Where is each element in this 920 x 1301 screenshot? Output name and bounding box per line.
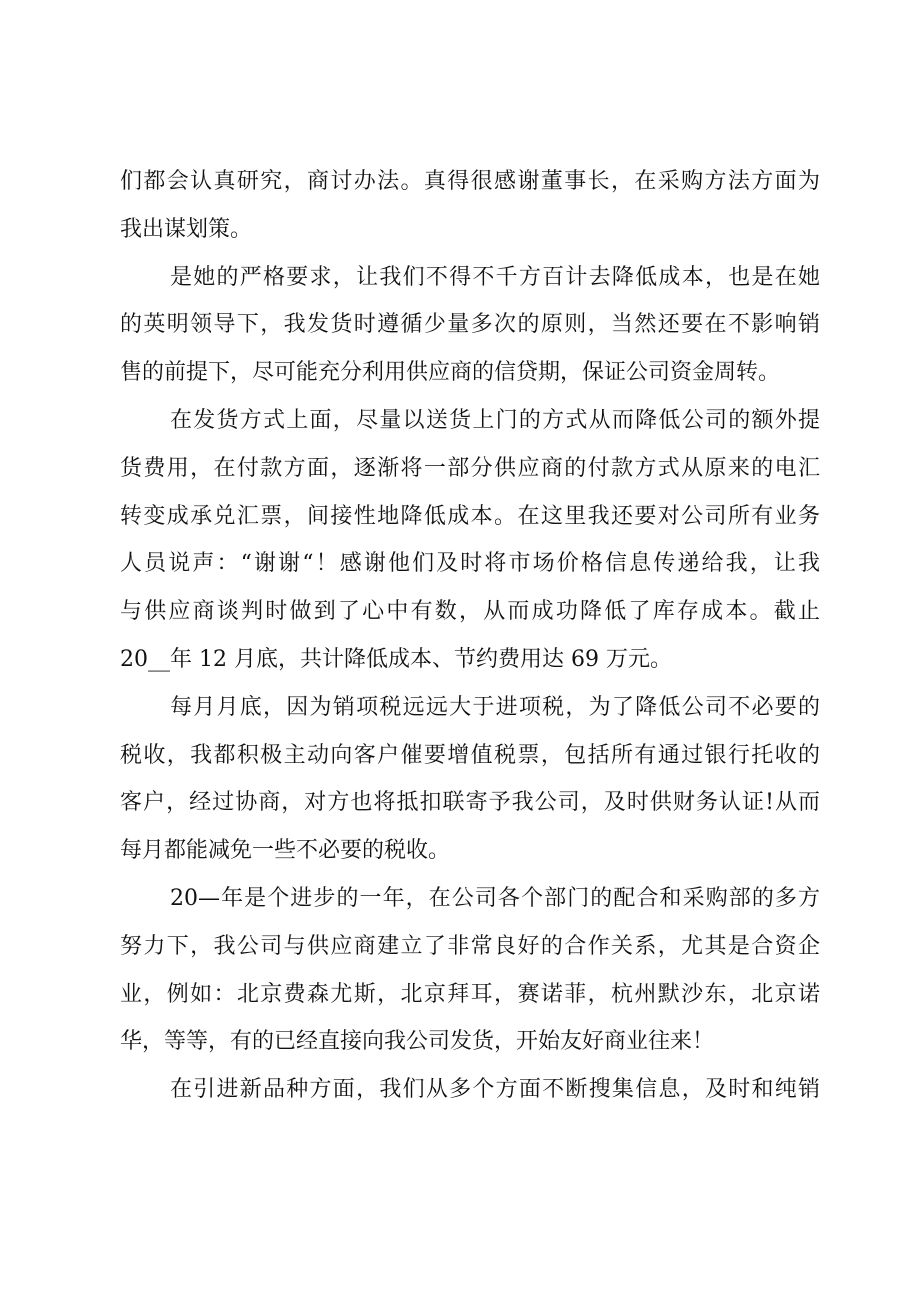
text-line: 人员说声：“谢谢“！感谢他们及时将市场价格信息传递给我，让我: [120, 551, 820, 577]
text-line: 货费用，在付款方面，逐渐将一部分供应商的付款方式从原来的电汇: [120, 455, 820, 481]
text-line: 们都会认真研究，商讨办法。真得很感谢董事长，在采购方法方面为: [120, 169, 820, 194]
paragraph-3: [120, 397, 820, 684]
paragraph-4: [120, 684, 820, 875]
text-line: 在引进新品种方面，我们从多个方面不断搜集信息，及时和纯销: [170, 1077, 820, 1103]
paragraph-1: [120, 158, 820, 254]
text-line: 每月都能减免一些不必要的税收。: [120, 838, 451, 864]
text-line: 税收，我都积极主动向客户催要增值税票，包括所有通过银行托收的: [120, 742, 820, 768]
text-line: 的英明领导下，我发货时遵循少量多次的原则，当然还要在不影响销: [120, 312, 820, 338]
paragraph-6: [120, 1066, 820, 1114]
text-line: 在发货方式上面，尽量以送货上门的方式从而降低公司的额外提: [170, 407, 820, 433]
text-line: 是她的严格要求，让我们不得不千方百计去降低成本，也是在她: [170, 264, 820, 290]
text-line: 转变成承兑汇票，间接性地降低成本。在这里我还要对公司所有业务: [120, 503, 820, 529]
text-line: 业，例如：北京费森尤斯，北京拜耳，赛诺菲，杭州默沙东，北京诺: [120, 981, 820, 1007]
document-body: [120, 158, 820, 1114]
text-line: 售的前提下，尽可能充分利用供应商的信贷期，保证公司资金周转。: [120, 360, 781, 386]
text-line: 客户，经过协商，对方也将抵扣联寄予我公司，及时供财务认证!从而: [120, 790, 820, 816]
paragraph-5: [120, 875, 820, 1066]
text-line: 20__年 12 月底，共计降低成本、节约费用达 69 万元。: [120, 646, 672, 672]
text-line: 与供应商谈判时做到了心中有数，从而成功降低了库存成本。截止: [120, 599, 820, 625]
text-line: 每月月底，因为销项税远远大于进项税，为了降低公司不必要的: [170, 694, 820, 720]
text-line: 努力下，我公司与供应商建立了非常良好的合作关系，尤其是合资企: [120, 933, 820, 959]
text-line: 20—年是个进步的一年，在公司各个部门的配合和采购部的多方: [170, 885, 820, 911]
text-line: 华，等等，有的已经直接向我公司发货，开始友好商业往来！: [120, 1029, 715, 1055]
text-line: 我出谋划策。: [120, 216, 253, 242]
paragraph-2: [120, 254, 820, 397]
